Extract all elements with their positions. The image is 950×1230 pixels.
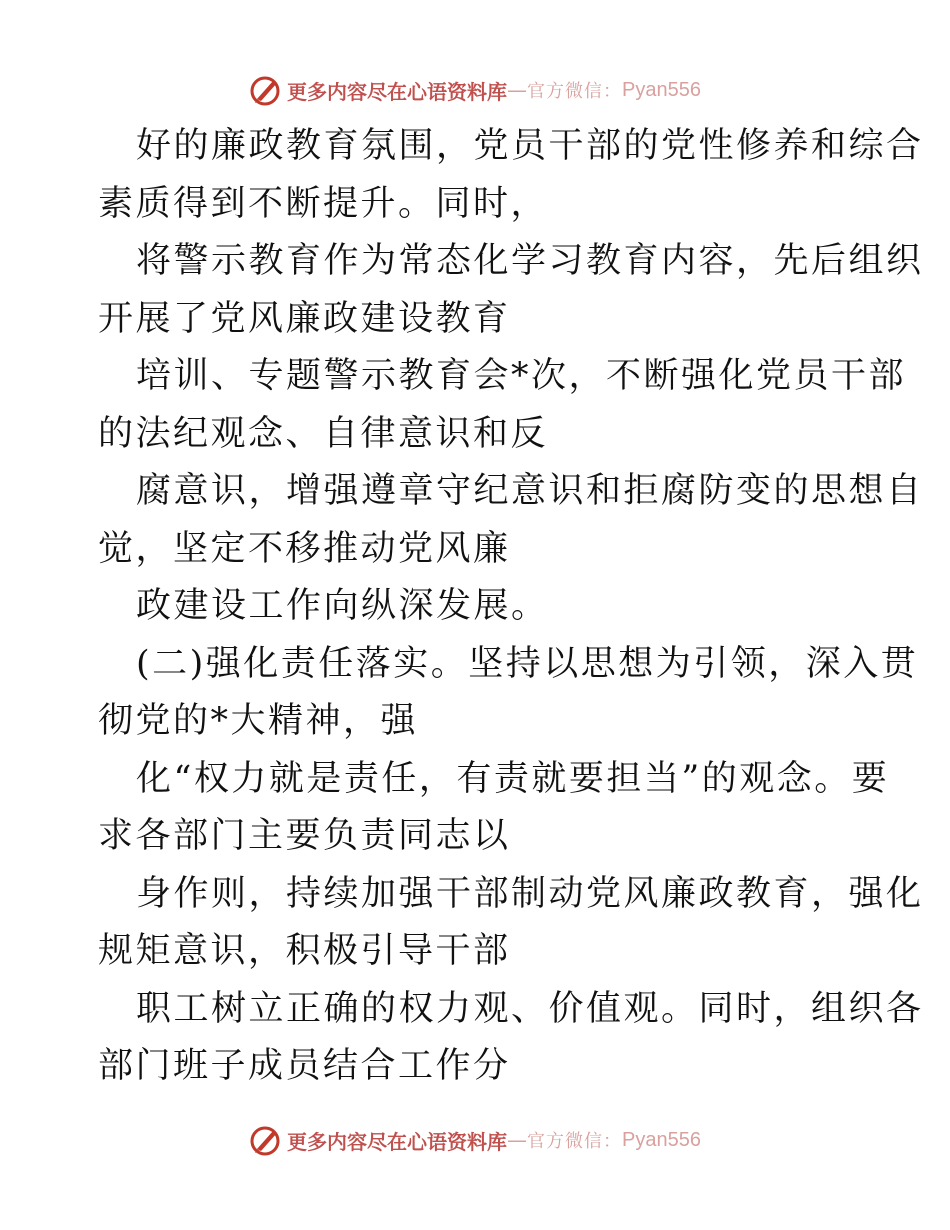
text-line: 职工树立正确的权力观、价值观。同时，组织各 <box>136 988 924 1029</box>
watermark-wechat-id: Pyan556 <box>622 1128 701 1151</box>
pen-logo-icon <box>249 73 283 107</box>
watermark-main-text: 更多内容尽在心语资料库 <box>287 1129 508 1154</box>
text-line: 部门班子成员结合工作分 <box>98 1046 511 1086</box>
watermark-separator: — <box>507 78 528 102</box>
watermark-wechat-id: Pyan556 <box>622 78 701 101</box>
text-line: 腐意识，增强遵章守纪意识和拒腐防变的思想自 <box>136 471 924 511</box>
watermark-separator: — <box>507 1128 528 1152</box>
text-line: 开展了党风廉政建设教育 <box>98 298 511 339</box>
footer-watermark <box>0 1120 950 1160</box>
text-line: 培训、专题警示教育会*次，不断强化党员干部 <box>136 356 907 396</box>
text-line: 觉，坚定不移推动党风廉 <box>98 528 511 569</box>
text-line: (二)强化责任落实。坚持以思想为引领，深入贯 <box>136 643 919 684</box>
watermark-wechat-label: 官方微信： <box>527 1131 623 1152</box>
text-line: 的法纪观念、自律意识和反 <box>98 413 549 454</box>
text-line: 规矩意识，积极引导干部 <box>98 931 511 971</box>
document-body <box>98 118 924 1096</box>
text-line: 素质得到不断提升。同时， <box>98 183 549 224</box>
header-watermark <box>0 70 950 110</box>
text-line: 好的廉政教育氛围，党员干部的党性修养和综合 <box>136 126 924 166</box>
text-line: 求各部门主要负责同志以 <box>98 816 511 856</box>
text-line: 将警示教育作为常态化学习教育内容，先后组织 <box>136 241 924 281</box>
watermark-main-text: 更多内容尽在心语资料库 <box>287 79 508 104</box>
watermark-wechat-label: 官方微信： <box>527 81 623 102</box>
text-line: 身作则，持续加强干部制动党风廉政教育，强化 <box>136 873 924 914</box>
text-line: 化“权力就是责任，有责就要担当”的观念。要 <box>136 758 890 799</box>
text-line: 政建设工作向纵深发展。 <box>136 586 549 626</box>
pen-logo-icon <box>249 1123 283 1157</box>
text-line: 彻党的*大精神，强 <box>98 701 419 741</box>
